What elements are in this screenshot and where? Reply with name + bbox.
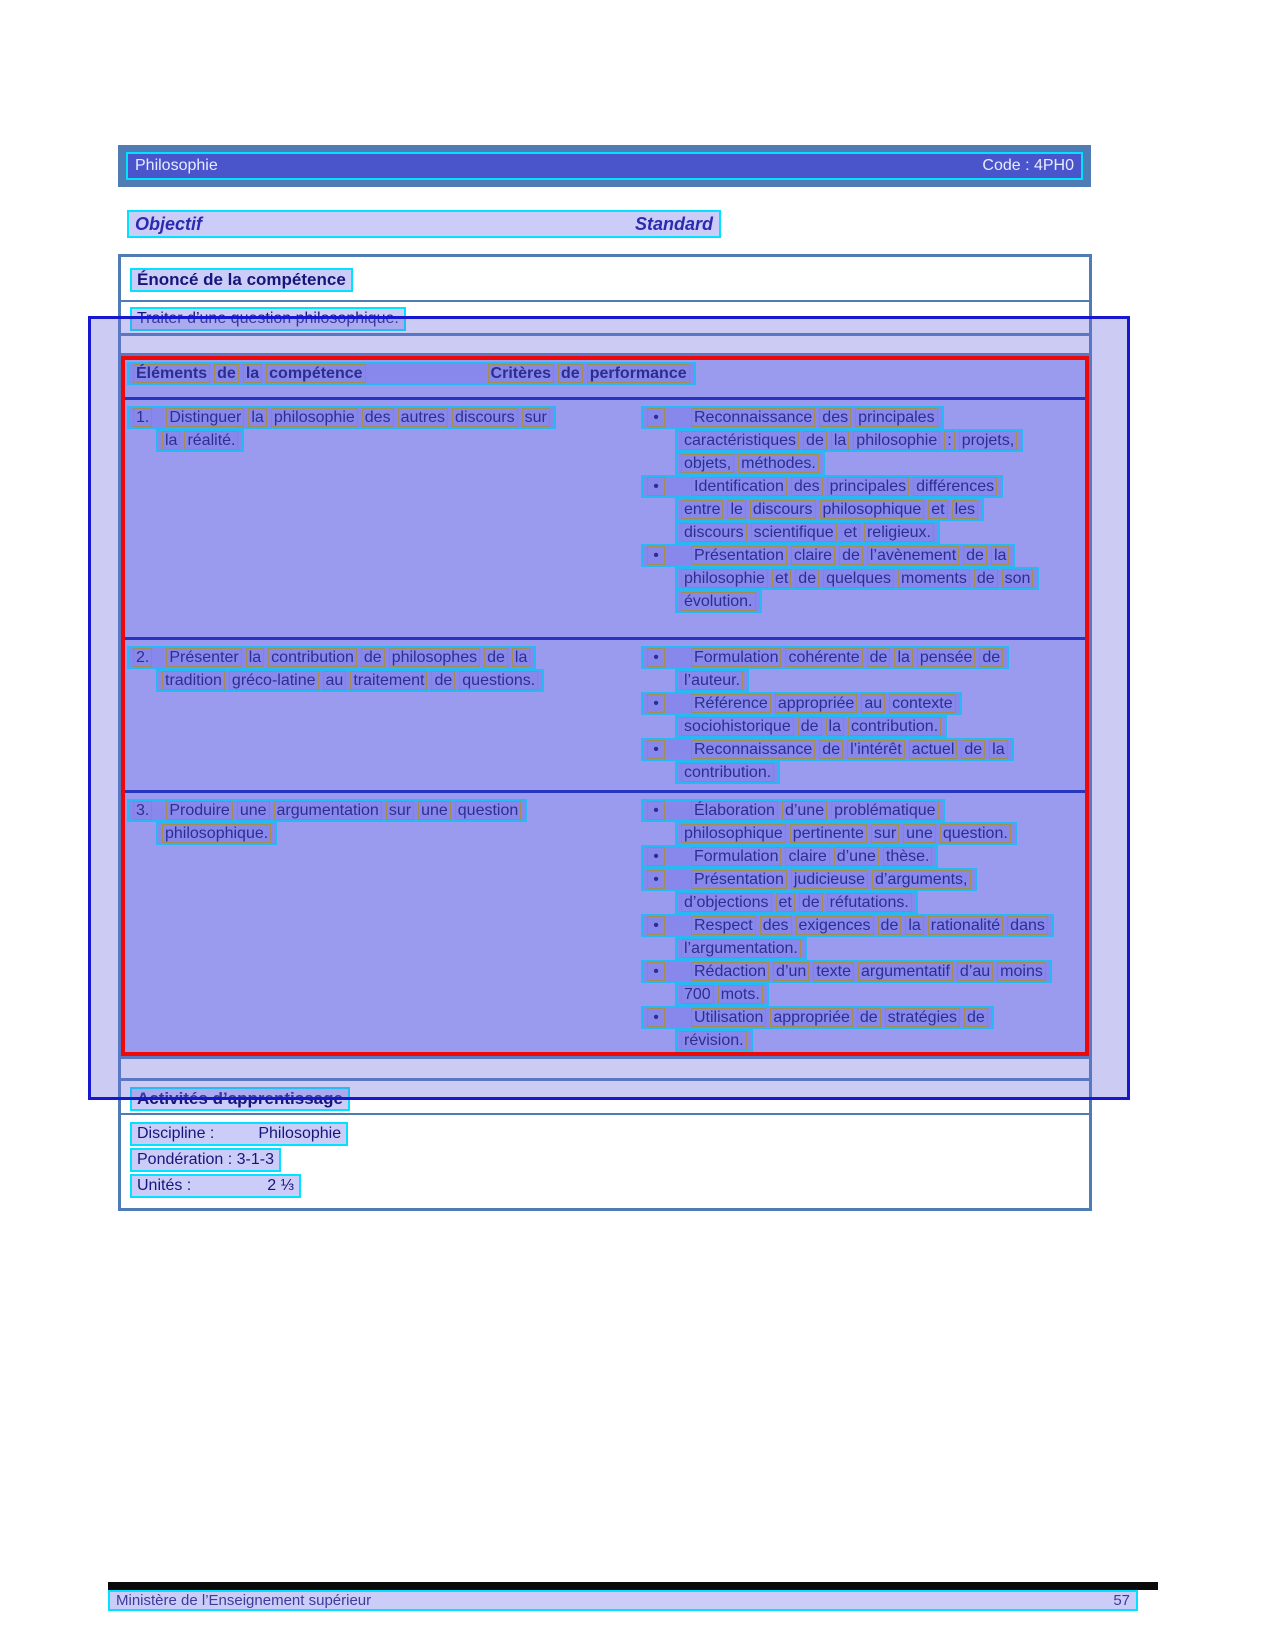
ocr-line [675,822,1089,845]
ocr-word: religieux. [864,523,934,542]
ocr-word: philosophie [271,408,358,427]
ocr-word: projets, [959,431,1017,450]
ocr-word: et [841,523,860,542]
ocr-word: révision. [681,1031,747,1050]
line-words [689,1009,990,1026]
line-words [679,593,758,610]
ocr-line [675,567,1089,590]
item-number: 2. [133,648,152,667]
ocr-word: Rédaction [691,962,769,981]
ocr-word: Produire [166,801,232,820]
criteria-cell [607,640,1089,790]
line-words [689,649,1005,666]
ocr-word: question [455,801,522,820]
ponderation-text: Pondération : 3-1-3 [130,1148,281,1172]
ocr-word: argumentatif [858,962,953,981]
ocr-line [641,914,1089,937]
ocr-word: Formulation [691,847,781,866]
ocr-word: texte [813,962,854,981]
ocr-word: pensée [917,648,976,667]
ocr-word: au [861,694,885,713]
ocr-word: sur [871,824,899,843]
ocr-line [641,646,1089,669]
ocr-word: exigences [796,916,874,935]
item-number: 3. [133,801,152,820]
line-words [164,802,523,819]
ocr-word: différences [913,477,997,496]
title-bar [118,145,1091,187]
ocr-word: de [795,569,819,588]
ocr-word: Référence [691,694,771,713]
ocr-word: d’au [957,962,993,981]
table-row [121,640,1089,793]
activites-body [121,1115,1089,1211]
ocr-word: sur [386,801,414,820]
ocr-word: des [362,408,394,427]
ocr-word: les [952,500,978,519]
ocr-word: d’une [782,801,827,820]
ocr-word: de [819,740,843,759]
ocr-word: la [831,431,849,450]
line-words [679,1032,749,1049]
line-words [679,986,765,1003]
ocr-word: quelques [823,569,894,588]
ocr-word: de [974,569,998,588]
ocr-word: des [791,477,823,496]
element-cell [121,400,607,637]
ocr-word: l’argumentation. [681,939,801,958]
ocr-word: Élaboration [691,801,778,820]
ocr-word: philosophes [389,648,480,667]
footer [108,1590,1138,1611]
ocr-word: problématique [831,801,938,820]
line-words [679,764,776,781]
ocr-word: Identification [691,477,787,496]
ocr-line [675,669,1089,692]
title-bar-highlight [126,152,1083,180]
ocr-word: de [857,1008,881,1027]
footer-ministry: Ministère de l’Enseignement supérieur [116,1592,372,1609]
ocr-word: Utilisation [691,1008,766,1027]
ocr-word: de [798,717,822,736]
bullet-icon: • [647,740,665,759]
ocr-word: une [903,824,936,843]
bullet-icon: • [647,694,665,713]
objectif-standard-row [127,210,721,238]
ocr-word: de [878,916,902,935]
ocr-word: claire [785,847,829,866]
ocr-word: d’objections [681,893,772,912]
ocr-word: actuel [909,740,958,759]
line-words [679,718,943,735]
ocr-word: et [776,893,795,912]
ocr-word: réfutations. [827,893,912,912]
discipline-value: Philosophie [258,1125,342,1142]
line-words [160,672,540,689]
ocr-line [641,1006,1089,1029]
ocr-line [675,891,1089,914]
ocr-word: pertinente [790,824,867,843]
section-gap [121,336,1089,353]
unites-value: 2 ⅓ [267,1177,294,1194]
footer-page-number: 57 [1113,1592,1130,1609]
ocr-word: au [323,671,347,690]
ocr-word: autres [398,408,448,427]
ocr-line [641,845,1089,868]
bullet-icon: • [647,648,665,667]
ocr-word: moins [997,962,1046,981]
ocr-word: évolution. [681,592,756,611]
ocr-word: rationalité [928,916,1003,935]
ocr-line [675,983,1089,1006]
ocr-word: traitement [350,671,427,690]
ocr-word: une [418,801,451,820]
ocr-word: son [1002,569,1034,588]
ocr-line [675,761,1089,784]
ocr-word: Présenter [166,648,241,667]
ocr-word: stratégies [885,1008,960,1027]
ocr-word: dans [1007,916,1048,935]
ocr-word: de [484,648,508,667]
ocr-line [127,799,607,822]
ocr-word: l’intérêt [847,740,905,759]
line-words [164,409,552,426]
ocr-word: objets, [681,454,734,473]
line-words [679,940,803,957]
ocr-word: contexte [889,694,955,713]
ocr-word: : [944,431,954,450]
activites-title: Activités d’apprentissage [130,1087,350,1111]
ocr-line [641,738,1089,761]
ocr-word: la [162,431,180,450]
ocr-word: philosophique. [162,824,271,843]
ocr-line [675,452,1089,475]
ocr-line [127,406,607,429]
ocr-word: principales [855,408,937,427]
line-words [689,802,941,819]
ocr-word: judicieuse [791,870,868,889]
ocr-line [641,692,1089,715]
criteria-cell [607,793,1089,1056]
ocr-word: entre [681,500,723,519]
ocr-word: philosophie [681,569,768,588]
table-row [121,793,1089,1056]
ocr-word: la [991,546,1009,565]
ocr-word: et [928,500,947,519]
ocr-word: de [964,1008,988,1027]
line-words [679,894,914,911]
ocr-word: philosophique [820,500,925,519]
element-cell [121,640,607,790]
element-cell [121,793,607,1056]
col1-header-words [131,365,368,382]
ocr-word: contribution [268,648,357,667]
ocr-word: Reconnaissance [691,408,815,427]
ocr-word: Reconnaissance [691,740,815,759]
ocr-line [156,429,607,452]
ocr-word: de [867,648,891,667]
line-words [689,963,1048,980]
ocr-word: moments [898,569,970,588]
line-words [679,432,1019,449]
ocr-line [641,868,1089,891]
ocr-line [675,1029,1089,1052]
line-words [679,501,980,518]
ocr-word: la [512,648,530,667]
line-words [689,917,1050,934]
ocr-word: mots. [718,985,763,1004]
line-words [679,455,821,472]
table-row [121,400,1089,640]
ocr-word: d’un [773,962,809,981]
ocr-word: de [961,740,985,759]
ocr-line [641,799,1089,822]
ocr-word: méthodes. [738,454,819,473]
line-words [689,547,1011,564]
document-code: Code : 4PH0 [982,157,1074,174]
ocr-word: de [558,364,583,383]
ocr-line [675,715,1089,738]
ocr-word: contribution. [848,717,941,736]
ocr-word: l’avènement [867,546,959,565]
ocr-word: d’arguments, [872,870,971,889]
footer-rule [108,1582,1158,1590]
ocr-word: des [760,916,792,935]
ocr-word: la [826,717,844,736]
ocr-word: Formulation [691,648,781,667]
activites-title-row [121,1078,1089,1115]
ocr-word: tradition [162,671,225,690]
ocr-line [641,960,1089,983]
ocr-word: Présentation [691,546,787,565]
section-gap [121,1059,1089,1078]
bullet-icon: • [647,546,665,565]
unites-row [130,1174,1089,1198]
ocr-word: de [214,364,239,383]
ocr-line [641,544,1089,567]
ocr-word: claire [791,546,835,565]
ocr-word: la [989,740,1007,759]
ocr-word: contribution. [681,763,774,782]
ocr-word: de [979,648,1003,667]
ocr-line [675,937,1089,960]
ocr-word: la [248,408,266,427]
bullet-icon: • [647,477,665,496]
ocr-word: de [431,671,455,690]
ocr-word: cohérente [785,648,862,667]
ocr-word: Respect [691,916,756,935]
line-words [679,825,1013,842]
ocr-line [156,669,607,692]
ocr-word: réalité. [184,431,238,450]
line-words [679,524,936,541]
ocr-word: discours [452,408,518,427]
line-words [679,672,745,689]
item-number: 1. [133,408,152,427]
line-words [160,432,240,449]
ocr-word: une [237,801,270,820]
ocr-line [641,475,1089,498]
table-header-row [121,356,1089,400]
ocr-word: compétence [266,364,365,383]
bullet-icon: • [647,870,665,889]
ocr-word: de [803,431,827,450]
ocr-word: Présentation [691,870,787,889]
competency-table [121,353,1089,1059]
ocr-word: le [727,500,745,519]
ocr-word: 700 [681,985,714,1004]
ponderation-row [130,1148,1089,1172]
bullet-icon: • [647,916,665,935]
ocr-word: de [963,546,987,565]
unites-label: Unités : [137,1177,192,1194]
ocr-line [675,429,1089,452]
ocr-line [156,822,607,845]
col2-header-words [486,365,692,382]
line-words [689,741,1010,758]
ocr-word: et [772,569,791,588]
line-words [689,695,958,712]
bullet-icon: • [647,962,665,981]
ocr-word: de [361,648,385,667]
ocr-line [675,521,1089,544]
ocr-word: la [243,364,262,383]
ocr-word: gréco-latine [229,671,319,690]
ocr-word: la [905,916,923,935]
ocr-word: d’une [834,847,879,866]
ocr-word: questions. [459,671,538,690]
ocr-word: l’auteur. [681,671,743,690]
bullet-icon: • [647,847,665,866]
ocr-word: Critères [488,364,554,383]
ocr-word: discours [681,523,747,542]
line-words [164,649,532,666]
line-words [689,848,934,865]
bullet-icon: • [647,1008,665,1027]
enonce-title-row [121,254,1089,302]
line-words [689,871,973,888]
document-title: Philosophie [135,157,218,174]
ocr-word: thèse. [883,847,933,866]
ocr-word: des [819,408,851,427]
ocr-line [675,590,1089,613]
ocr-word: performance [587,364,690,383]
ocr-word: philosophie [853,431,940,450]
content-container [118,254,1092,1211]
ocr-line [641,406,1089,429]
ocr-word: la [894,648,912,667]
bullet-icon: • [647,408,665,427]
line-words [679,570,1035,587]
ocr-word: scientifique [751,523,837,542]
ocr-line [127,362,696,385]
ocr-word: Éléments [133,364,210,383]
bullet-icon: • [647,801,665,820]
ocr-word: appropriée [770,1008,853,1027]
ocr-word: sur [522,408,550,427]
line-words [689,409,940,426]
discipline-label: Discipline : [137,1125,215,1142]
ocr-word: principales [827,477,909,496]
objectif-label: Objectif [135,213,203,234]
ocr-word: sociohistorique [681,717,794,736]
ocr-word: discours [750,500,816,519]
enonce-body-text: Traiter d’une question philosophique. [130,307,406,331]
line-words [689,478,999,495]
enonce-body-row [121,302,1089,336]
line-words [160,825,273,842]
ocr-word: caractéristiques [681,431,799,450]
ocr-word: argumentation [274,801,382,820]
ocr-word: philosophique [681,824,786,843]
criteria-cell [607,400,1089,637]
ocr-word: de [839,546,863,565]
ocr-word: appropriée [775,694,858,713]
ocr-word: question. [940,824,1011,843]
ocr-word: la [246,648,264,667]
ocr-word: Distinguer [166,408,244,427]
ocr-line [675,498,1089,521]
ocr-line [127,646,607,669]
standard-label: Standard [634,213,713,234]
enonce-title: Énoncé de la compétence [130,268,353,292]
ocr-word: de [799,893,823,912]
discipline-row [130,1122,1089,1146]
